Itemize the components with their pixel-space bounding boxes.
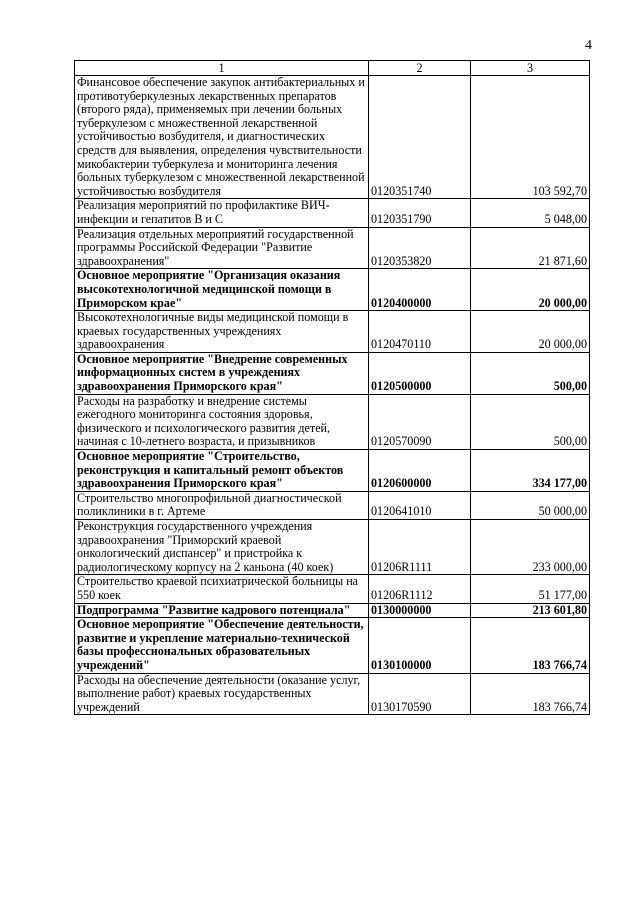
- row-code-cell: 0130170590: [369, 673, 471, 715]
- row-amount-cell: 500,00: [471, 352, 590, 394]
- row-amount-cell: 20 000,00: [471, 269, 590, 311]
- table-row: [75, 618, 590, 673]
- row-name-cell: Подпрограмма "Развитие кадрового потенциала": [75, 603, 369, 618]
- row-amount-cell: 20 000,00: [471, 311, 590, 353]
- table-row: [75, 199, 590, 227]
- table-row: [75, 352, 590, 394]
- table-row: [75, 491, 590, 519]
- table-row: [75, 311, 590, 353]
- row-amount-cell: 50 000,00: [471, 491, 590, 519]
- row-name-cell: Расходы на обеспечение деятельности (оказание услуг, выполнение работ) краевых государственных учреждений: [75, 673, 369, 715]
- row-name-cell: Реализация мероприятий по профилактике ВИЧ-инфекции и гепатитов B и C: [75, 199, 369, 227]
- row-name-cell: Основное мероприятие "Строительство, реконструкция и капитальный ремонт объектов здравоохранения Приморского края": [75, 450, 369, 492]
- row-code-cell: 0130000000: [369, 603, 471, 618]
- page-number: 4: [585, 38, 592, 53]
- row-amount-cell: 233 000,00: [471, 520, 590, 575]
- row-code-cell: 0130100000: [369, 618, 471, 673]
- row-name-cell: Основное мероприятие "Внедрение современных информационных систем в учреждениях здравоохранения Приморского края": [75, 352, 369, 394]
- row-code-cell: 0120570090: [369, 394, 471, 449]
- row-name-cell: Основное мероприятие "Организация оказания высокотехнологичной медицинской помощи в Приморском крае": [75, 269, 369, 311]
- table-row: [75, 269, 590, 311]
- row-code-cell: 0120400000: [369, 269, 471, 311]
- row-name-cell: Реализация отдельных мероприятий государственной программы Российской Федерации "Развитие здравоохранения": [75, 227, 369, 269]
- row-amount-cell: 51 177,00: [471, 575, 590, 603]
- row-amount-cell: 21 871,60: [471, 227, 590, 269]
- table-row: [75, 394, 590, 449]
- row-amount-cell: 5 048,00: [471, 199, 590, 227]
- row-name-cell: Реконструкция государственного учреждения здравоохранения "Приморский краевой онкологический диспансер" и пристройка к радиологическому корпусу на 2 каньона (40 коек): [75, 520, 369, 575]
- row-amount-cell: 334 177,00: [471, 450, 590, 492]
- row-amount-cell: 500,00: [471, 394, 590, 449]
- row-code-cell: 0120641010: [369, 491, 471, 519]
- column-header-name: 1: [75, 61, 369, 76]
- row-name-cell: Строительство краевой психиатрической больницы на 550 коек: [75, 575, 369, 603]
- table-row: [75, 673, 590, 715]
- column-header-code: 2: [369, 61, 471, 76]
- row-name-cell: Высокотехнологичные виды медицинской помощи в краевых государственных учреждениях здравоохранения: [75, 311, 369, 353]
- row-name-cell: Основное мероприятие "Обеспечение деятельности, развитие и укрепление материально-технической базы профессиональных образовательных учреждений": [75, 618, 369, 673]
- row-amount-cell: 103 592,70: [471, 76, 590, 199]
- row-amount-cell: 213 601,80: [471, 603, 590, 618]
- row-code-cell: 01206R1111: [369, 520, 471, 575]
- row-code-cell: 01206R1112: [369, 575, 471, 603]
- row-code-cell: 0120353820: [369, 227, 471, 269]
- table-row: [75, 603, 590, 618]
- row-code-cell: 0120470110: [369, 311, 471, 353]
- column-header-amount: 3: [471, 61, 590, 76]
- budget-table: [74, 60, 590, 715]
- table-header-row: [75, 61, 590, 76]
- row-code-cell: 0120351740: [369, 76, 471, 199]
- row-amount-cell: 183 766,74: [471, 673, 590, 715]
- table-row: [75, 76, 590, 199]
- table-row: [75, 520, 590, 575]
- table-row: [75, 450, 590, 492]
- row-name-cell: Финансовое обеспечение закупок антибактериальных и противотуберкулезных лекарственных препаратов (второго ряда), применяемых при лечении больных туберкулезом с множественной лекарственной устойчивостью возбудителя, и диагностических средств для выявления, определения чувствительности микобактерии туберкулеза и мониторинга лечения больных туберкулезом с множественной лекарственной устойчивостью возбудителя: [75, 76, 369, 199]
- row-code-cell: 0120600000: [369, 450, 471, 492]
- row-name-cell: Расходы на разработку и внедрение системы ежегодного мониторинга состояния здоровья, физического и психологического развития детей, начиная с 10-летнего возраста, и призывников: [75, 394, 369, 449]
- table-row: [75, 575, 590, 603]
- row-amount-cell: 183 766,74: [471, 618, 590, 673]
- table-row: [75, 227, 590, 269]
- row-name-cell: Строительство многопрофильной диагностической поликлиники в г. Артеме: [75, 491, 369, 519]
- row-code-cell: 0120351790: [369, 199, 471, 227]
- table-body: [75, 76, 590, 715]
- row-code-cell: 0120500000: [369, 352, 471, 394]
